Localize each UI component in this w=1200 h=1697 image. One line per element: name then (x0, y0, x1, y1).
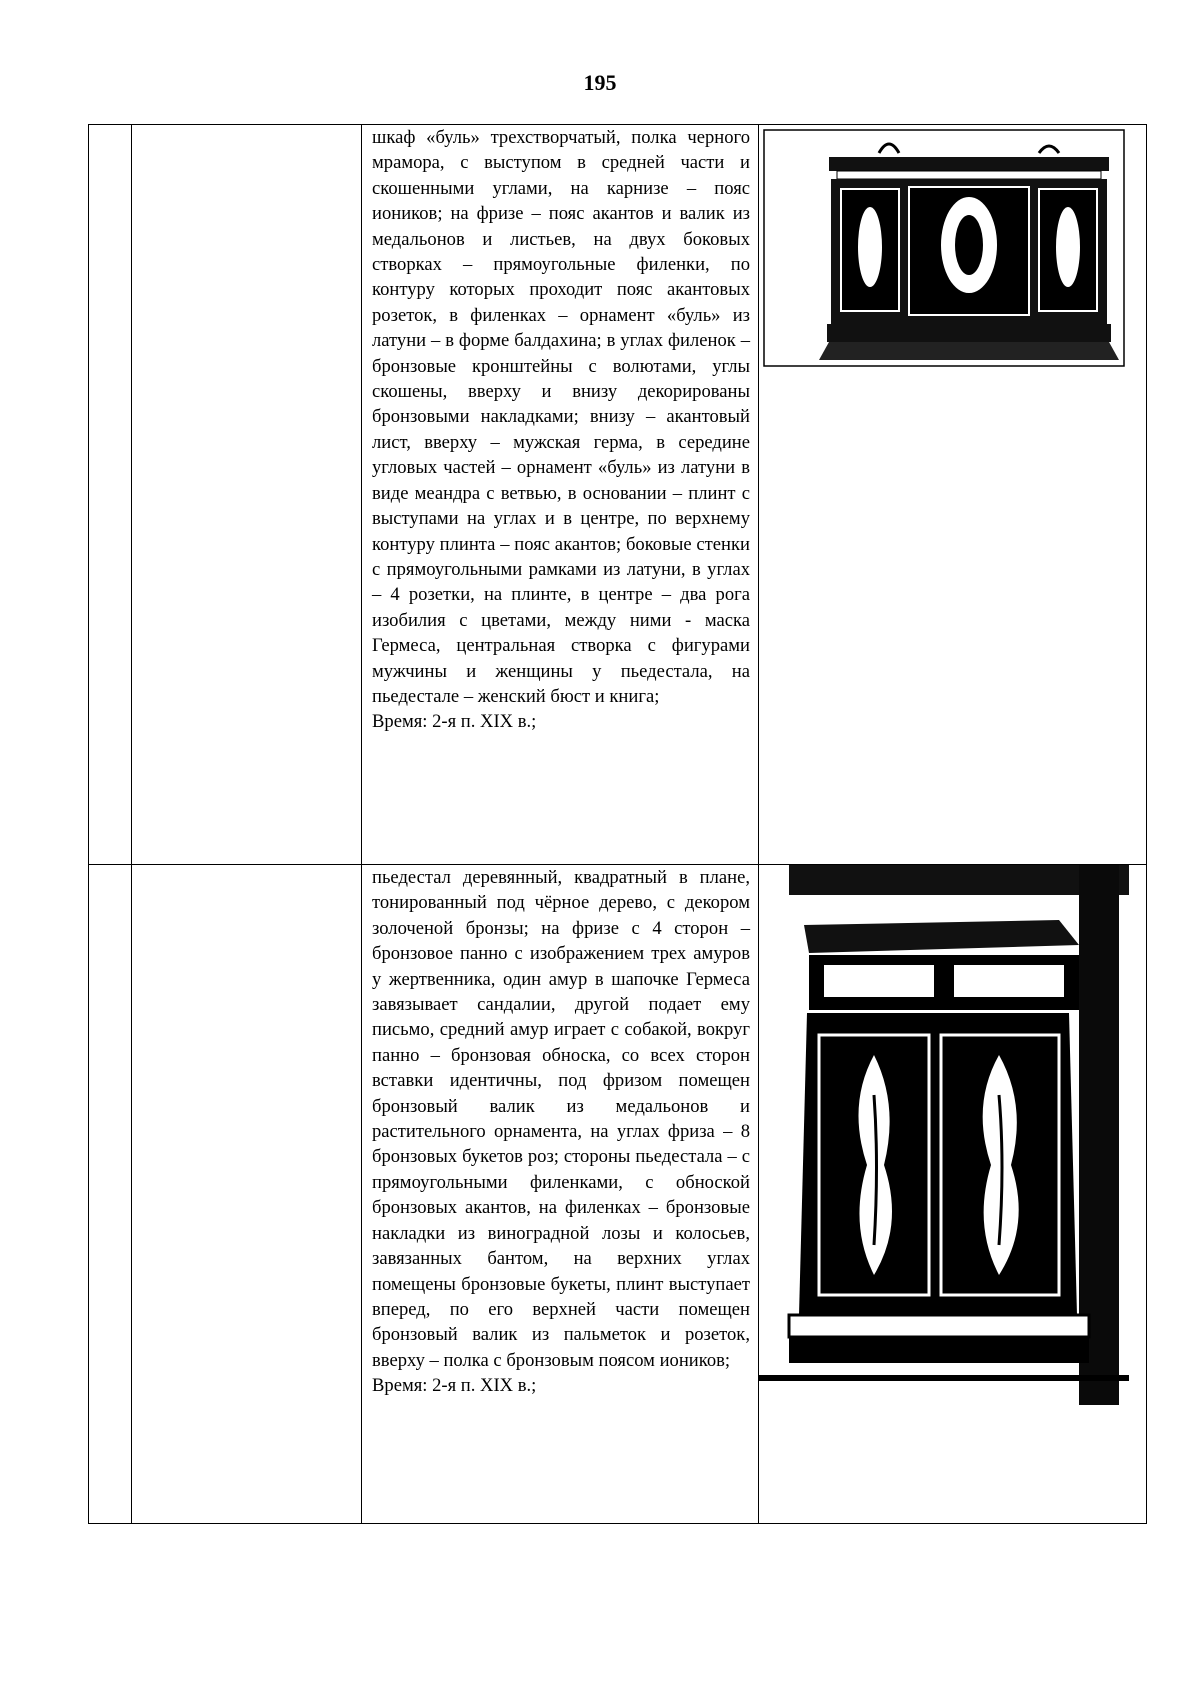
catalog-table (88, 124, 1147, 1524)
pedestal-photo (759, 865, 1147, 1405)
description-cell (362, 865, 759, 1524)
number-cell (89, 125, 132, 865)
page-number: 195 (583, 70, 617, 95)
item-description: шкаф «буль» трехстворчатый, полка черного мрамора, с выступом в средней части и скошенными углами, на карнизе – пояс иоников; на фризе – пояс акантов и валик из медальонов и листьев, на двух боковых створках – прямоугольные филенки, по контуру которых проходит пояс акантовых розеток, в филенках – орнамент «буль» из латуни – в форме балдахина; в углах филенок – бронзовые кронштейны с волютами, углы скошены, вверху и внизу декорированы бронзовыми накладками; внизу – акантовый лист, вверху – мужская герма, в середине угловых частей – орнамент «буль» из латуни в виде меандра с ветвью, в основании – плинт с выступами на углах и в центре, по верхнему контуру плинта – пояс акантов; боковые стенки с прямоугольными рамками из латуни, в углах – 4 розетки, на плинте, в центре – два рога изобилия с цветами, между ними - маска Гермеса, центральная створка с фигурами мужчины и женщины у пьедестала, на пьедестале – женский бюст и книга; (372, 127, 750, 707)
table-row (89, 865, 1147, 1524)
description-cell (362, 125, 759, 865)
name-cell (132, 865, 362, 1524)
number-cell (89, 865, 132, 1524)
item-time: Время: 2-я п. XIX в.; (372, 711, 537, 733)
item-time: Время: 2-я п. XIX в.; (372, 1375, 537, 1397)
item-description: пьедестал деревянный, квадратный в плане, тонированный под чёрное дерево, с декором золоченой бронзы; на фризе с 4 сторон – бронзовое панно с изображением трех амуров у жертвенника, один амур в шапочке Гермеса завязывает сандалии, другой подает ему письмо, средний амур играет с собакой, вокруг панно – бронзовая обноска, со всех сторон вставки идентичны, под фризом помещен бронзовый валик из медальонов и растительного орнамента, на углах фриза – 8 бронзовых букетов роз; стороны пьедестала – с прямоугольными филенками, с обноской бронзовых акантов, на филенках – бронзовые накладки из виноградной лозы и колосьев, завязанных бантом, на верхних углах помещены бронзовые букеты, плинт выступает вперед, по его верхней части помещен бронзовый валик из пальметок и розеток, вверху – полка с бронзовым поясом иоников; (372, 867, 750, 1371)
table-row (89, 125, 1147, 865)
photo-cell (759, 865, 1147, 1524)
name-cell (132, 125, 362, 865)
photo-cell (759, 125, 1147, 865)
boulle-cabinet-photo (759, 125, 1147, 385)
